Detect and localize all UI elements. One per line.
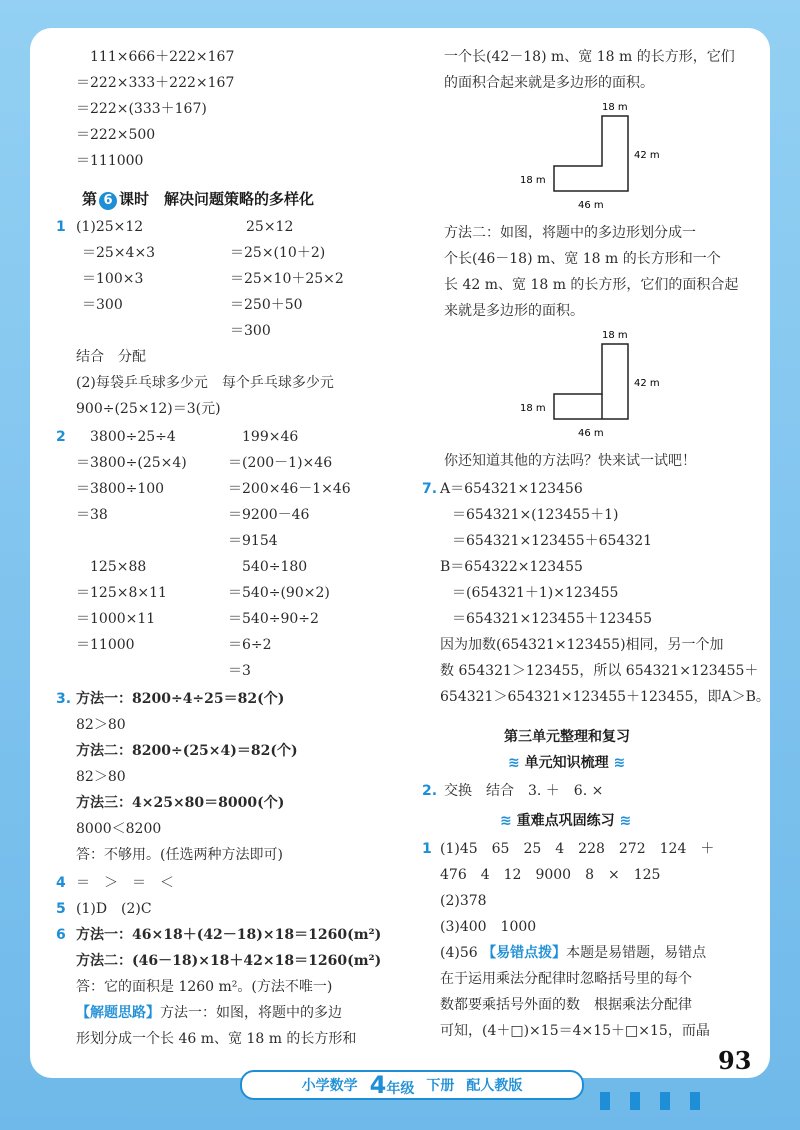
tip-line: 在于运用乘法分配律时忽略括号里的每个 (440, 971, 692, 987)
dim-label: 42 m (634, 150, 660, 161)
footer-grade: 4年级 (369, 1071, 415, 1099)
polygon-figure-2 (520, 324, 700, 444)
calc-line: ＝125×8×11 (76, 585, 167, 601)
polygon-shape (554, 344, 628, 419)
unit-title: 第三单元整理和复习 (504, 729, 630, 745)
calc-line: ＝300 (82, 297, 123, 313)
text-line: 长 42 m、宽 18 m 的长方形，它们的面积合起 (444, 277, 739, 293)
answer-text: (2)378 (440, 893, 487, 909)
calc-line: B＝654322×123455 (440, 559, 583, 575)
calc-line: 方法二：(46－18)×18＋42×18＝1260(m²) (76, 953, 382, 969)
calc-line: ＝38 (76, 507, 108, 523)
dim-label: 46 m (578, 428, 604, 439)
calc-line: ＝654321×123455＋123455 (452, 611, 653, 627)
calc-line: A＝654321×123456 (440, 481, 583, 497)
calc-line: (1)25×12 (76, 219, 144, 235)
calc-line: 125×88 (90, 559, 147, 575)
calc-line: ＝25×(10＋2) (230, 245, 326, 261)
calc-line: ＝222×500 (76, 127, 156, 143)
tip-line: 【解题思路】方法一：如图，将题中的多边 (76, 1005, 342, 1021)
dim-label: 42 m (634, 378, 660, 389)
calc-line: 540÷180 (242, 559, 308, 575)
wave-icon: ≋ (508, 755, 525, 771)
dim-label: 18 m (520, 175, 546, 186)
wave-icon: ≋ (608, 755, 626, 771)
calc-line: 8000＜8200 (76, 821, 162, 837)
text-line: 方法二：如图，将题中的多边形划分成一 (444, 225, 696, 241)
calc-line: ＝(200－1)×46 (228, 455, 333, 471)
footer-subject: 小学数学 (301, 1078, 358, 1094)
tip-tag: 【易错点拨】 (482, 945, 567, 961)
dim-label: 18 m (602, 330, 628, 341)
calc-line: ＝3800÷100 (76, 481, 165, 497)
tip-line: 形划分成一个长 46 m、宽 18 m 的长方形和 (76, 1031, 357, 1047)
question-number: 3. (56, 691, 72, 707)
answer-text: (1)45 65 25 4 228 272 124 ＋ (440, 841, 715, 857)
question-number: 1 (422, 841, 432, 857)
tip-line: (4)56 【易错点拨】本题是易错题，易错点 (440, 945, 707, 961)
lesson-heading: 第 6 课时 解决问题策略的多样化 (82, 190, 315, 208)
footer-term: 下册 (426, 1078, 455, 1094)
text-line: 因为加数(654321×123455)相同，另一个加 (440, 637, 724, 653)
answer-text: ＝ ＞ ＝ ＜ (76, 875, 174, 891)
answer-text: 476 4 12 9000 8 × 125 (440, 867, 661, 883)
calc-line: ＝9154 (228, 533, 278, 549)
calc-line: ＝250＋50 (230, 297, 303, 313)
calc-line: ＝222×333＋222×167 (76, 75, 235, 91)
tip-line: 可知，(4＋□)×15＝4×15＋□×15，而晶 (440, 1023, 710, 1039)
question-number: 7. (422, 481, 438, 497)
answer-page (30, 28, 770, 1078)
question-number: 2. (422, 783, 438, 799)
answer-text: 答：不够用。(任选两种方法即可) (76, 847, 283, 863)
calc-line: 199×46 (242, 429, 299, 445)
page-number: 93 (718, 1046, 752, 1075)
calc-line: ＝(654321＋1)×123455 (452, 585, 619, 601)
calc-line: ＝3 (228, 663, 251, 679)
deco-bar (600, 1092, 610, 1110)
text-line: 你还知道其他的方法吗？快来试一试吧！ (444, 453, 696, 469)
calc-line: ＝654321×123455＋654321 (452, 533, 653, 549)
calc-line: ＝100×3 (82, 271, 144, 287)
calc-line: 111×666＋222×167 (90, 49, 235, 65)
calc-line: ＝300 (230, 323, 271, 339)
wave-icon: ≋ (500, 813, 517, 829)
dim-label: 18 m (520, 403, 546, 414)
calc-line: 25×12 (246, 219, 294, 235)
calc-line: 3800÷25÷4 (90, 429, 176, 445)
text-line: 数 654321＞123455，所以 654321×123455＋ (440, 663, 759, 679)
deco-bar (690, 1092, 700, 1110)
calc-line: 82＞80 (76, 717, 126, 733)
calc-line: ＝1000×11 (76, 611, 156, 627)
text-line: 个长(46－18) m、宽 18 m 的长方形和一个 (444, 251, 721, 267)
calc-line: 方法二：8200÷(25×4)＝82(个) (76, 743, 298, 759)
answer-text: 答：它的面积是 1260 m²。(方法不唯一) (76, 979, 333, 995)
calc-line: 方法一：8200÷4÷25＝82(个) (76, 691, 285, 707)
footer-edition: 配人教版 (466, 1078, 523, 1094)
calc-line: 方法一：46×18＋(42－18)×18＝1260(m²) (76, 927, 382, 943)
wave-icon: ≋ (614, 813, 632, 829)
dim-label: 46 m (578, 200, 604, 211)
calc-line: ＝6÷2 (228, 637, 272, 653)
text-line: 654321＞654321×123455＋123455，即A＞B。 (440, 689, 770, 705)
calc-line: 方法三：4×25×80＝8000(个) (76, 795, 285, 811)
deco-bar (630, 1092, 640, 1110)
text-line: 一个长(42－18) m、宽 18 m 的长方形，它们 (444, 49, 735, 65)
calc-line: ＝200×46－1×46 (228, 481, 351, 497)
question-number: 1 (56, 219, 66, 235)
calc-line: ＝654321×(123455＋1) (452, 507, 619, 523)
calc-line: ＝25×4×3 (82, 245, 156, 261)
question-number: 5 (56, 901, 66, 917)
question-number: 2 (56, 429, 66, 445)
dim-label: 18 m (602, 102, 628, 113)
polygon-shape (554, 116, 628, 191)
answer-text: (1)D (2)C (76, 901, 152, 917)
deco-bar (660, 1092, 670, 1110)
question-number: 6 (56, 927, 66, 943)
calc-line: ＝11000 (76, 637, 135, 653)
answer-text: 交换 结合 3. ＋ 6. × (444, 783, 604, 799)
calc-line: ＝540÷(90×2) (228, 585, 330, 601)
calc-line: ＝222×(333＋167) (76, 101, 207, 117)
lesson-number-badge: 6 (99, 192, 117, 210)
section-heading: ≋ 单元知识梳理 ≋ (508, 755, 626, 771)
text-line: 来就是多边形的面积。 (444, 303, 584, 319)
book-footer (240, 1070, 584, 1100)
answer-text: (3)400 1000 (440, 919, 537, 935)
calc-line: 900÷(25×12)＝3(元) (76, 401, 221, 417)
answer-text: 结合 分配 (76, 349, 146, 365)
tip-tag: 【解题思路】 (76, 1005, 160, 1021)
question-number: 4 (56, 875, 66, 891)
calc-line: ＝25×10＋25×2 (230, 271, 344, 287)
calc-line: 82＞80 (76, 769, 126, 785)
tip-line: 数都要乘括号外面的数 根据乘法分配律 (440, 997, 692, 1013)
section-heading: ≋ 重难点巩固练习 ≋ (500, 813, 632, 829)
polygon-figure-1 (520, 96, 700, 216)
calc-line: ＝3800÷(25×4) (76, 455, 187, 471)
answer-text: (2)每袋乒乓球多少元 每个乒乓球多少元 (76, 375, 334, 391)
calc-line: ＝540÷90÷2 (228, 611, 319, 627)
calc-line: ＝111000 (76, 153, 144, 169)
calc-line: ＝9200－46 (228, 507, 310, 523)
text-line: 的面积合起来就是多边形的面积。 (444, 75, 654, 91)
